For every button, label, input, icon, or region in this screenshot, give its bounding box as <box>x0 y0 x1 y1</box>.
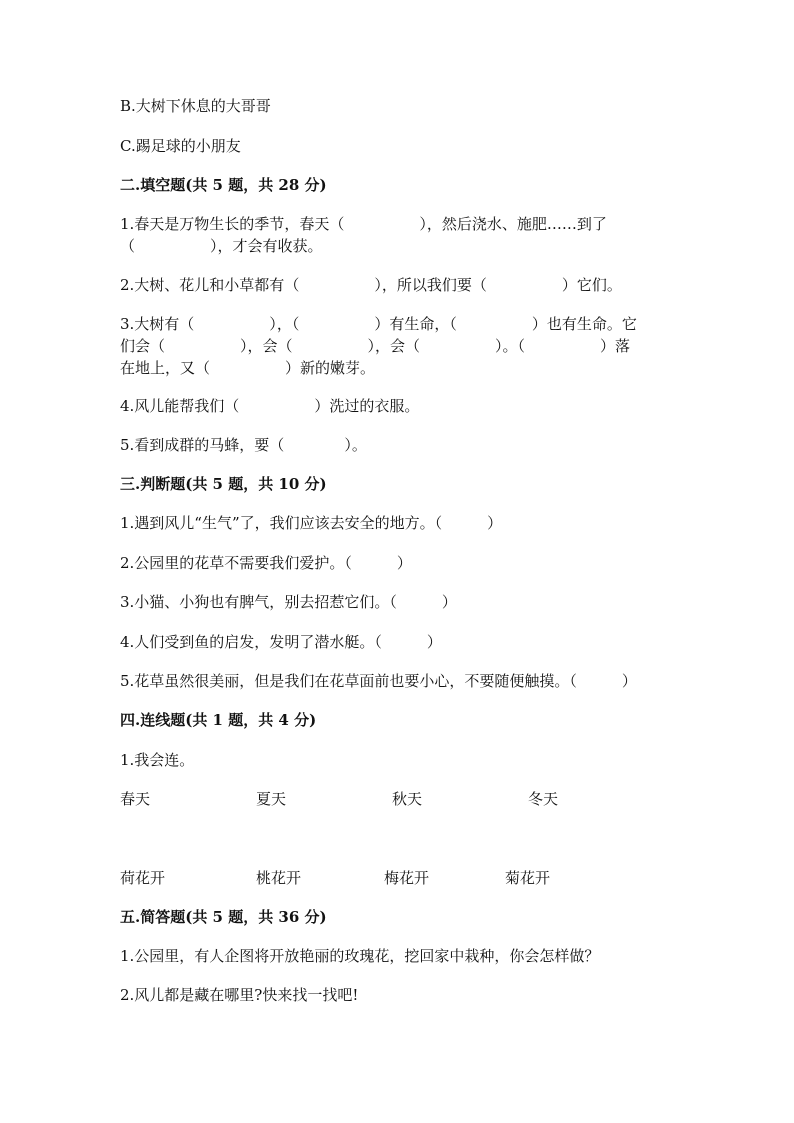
judge-q3: 3.小猫、小狗也有脾气，别去招惹它们。（ ） <box>120 593 457 611</box>
match-bottom-plum: 梅花开 <box>384 869 430 887</box>
fill-q3-line2: 们会（ ），会（ ），会（ ）。（ ）落 <box>120 337 631 355</box>
fill-q5-line1: 5.看到成群的马蜂，要（ ）。 <box>120 436 367 454</box>
judge-q2: 2.公园里的花草不需要我们爱护。（ ） <box>120 554 412 572</box>
match-top-winter: 冬天 <box>528 790 559 808</box>
option-b: B.大树下休息的大哥哥 <box>120 97 271 115</box>
fill-q4-line1: 4.风儿能帮我们（ ）洗过的衣服。 <box>120 397 420 415</box>
judge-q4: 4.人们受到鱼的启发，发明了潜水艇。（ ） <box>120 633 442 651</box>
match-top-spring: 春天 <box>120 790 151 808</box>
fill-q3-line1: 3.大树有（ ），（ ）有生命，（ ）也有生命。它 <box>120 315 637 333</box>
section-heading-matching: 四.连线题(共 1 题，共 4 分) <box>120 711 317 729</box>
section-heading-fill-blank: 二.填空题(共 5 题，共 28 分) <box>120 176 327 194</box>
option-c: C.踢足球的小朋友 <box>120 137 241 155</box>
match-bottom-chrysanthemum: 菊花开 <box>505 869 551 887</box>
fill-q1-line1: 1.春天是万物生长的季节，春天（ ），然后浇水、施肥……到了 <box>120 215 607 233</box>
match-top-summer: 夏天 <box>256 790 287 808</box>
fill-q1-line2: （ ），才会有收获。 <box>120 237 323 255</box>
match-bottom-lotus: 荷花开 <box>120 869 166 887</box>
match-bottom-peach: 桃花开 <box>256 869 302 887</box>
match-top-autumn: 秋天 <box>392 790 423 808</box>
short-q2: 2.风儿都是藏在哪里?快来找一找吧! <box>120 986 359 1004</box>
section-heading-judge: 三.判断题(共 5 题，共 10 分) <box>120 475 327 493</box>
matching-q1: 1.我会连。 <box>120 751 195 769</box>
fill-q2-line1: 2.大树、花儿和小草都有（ ），所以我们要（ ）它们。 <box>120 276 622 294</box>
short-q1: 1.公园里，有人企图将开放艳丽的玫瑰花，挖回家中栽种，你会怎样做？ <box>120 947 600 965</box>
section-heading-short-answer: 五.简答题(共 5 题，共 36 分) <box>120 908 327 926</box>
judge-q1: 1.遇到风儿“生气”了，我们应该去安全的地方。（ ） <box>120 514 503 532</box>
judge-q5: 5.花草虽然很美丽，但是我们在花草面前也要小心，不要随便触摸。（ ） <box>120 672 637 690</box>
fill-q3-line3: 在地上，又（ ）新的嫩芽。 <box>120 359 376 377</box>
